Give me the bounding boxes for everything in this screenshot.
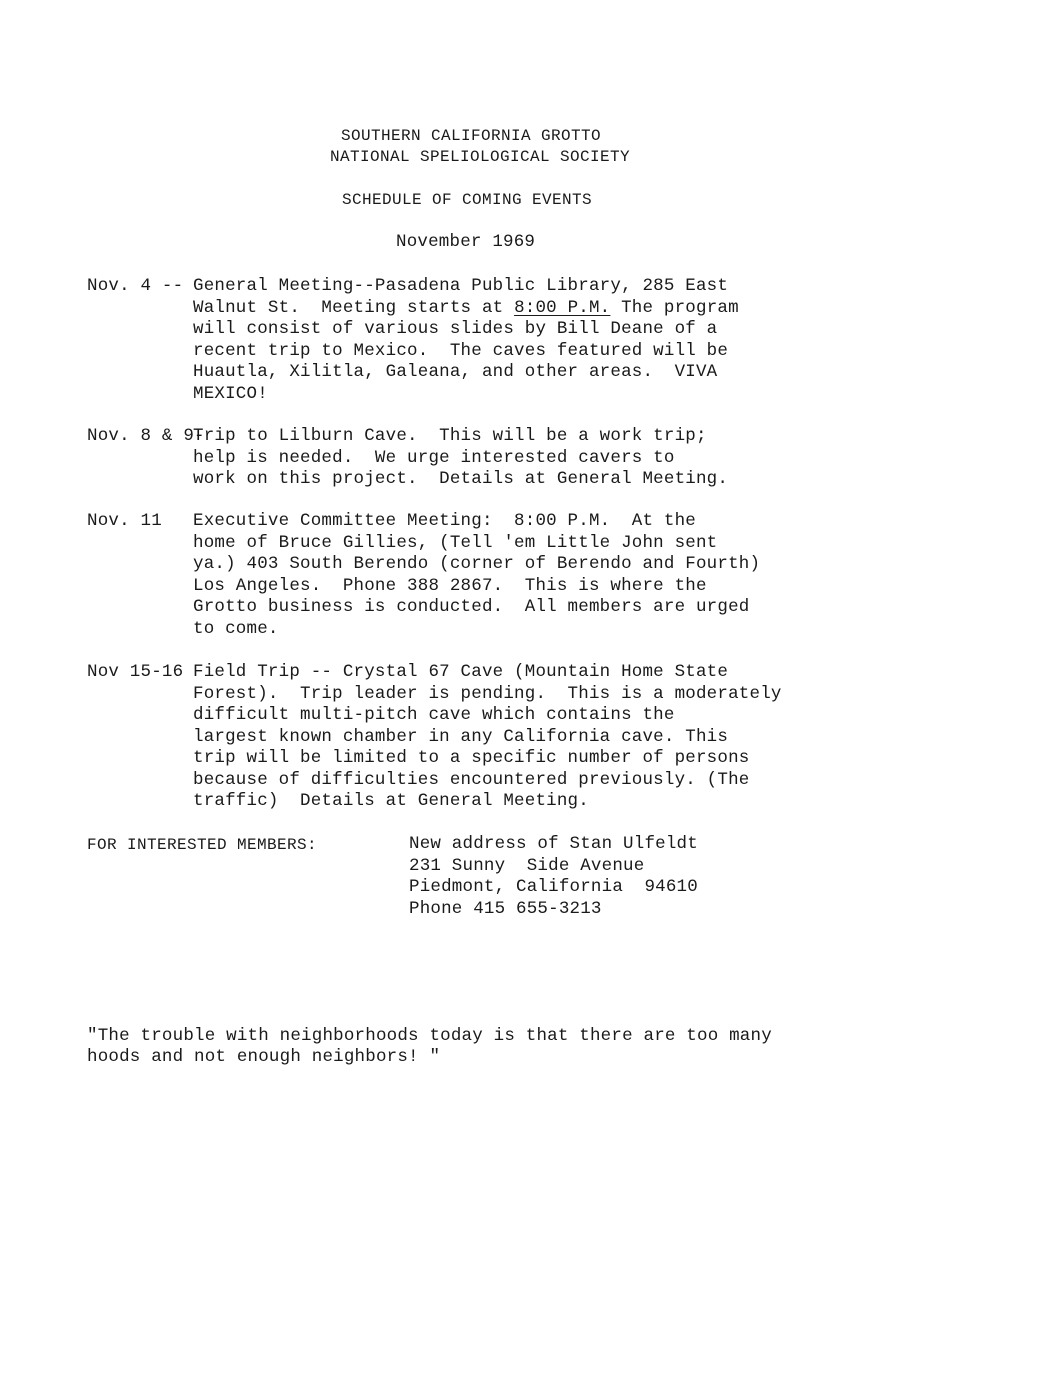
event-line bbox=[193, 298, 739, 320]
event-line-text: The program bbox=[610, 297, 739, 318]
event-line: MEXICO! bbox=[193, 383, 268, 404]
event-line: Huautla, Xilitla, Galeana, and other areas. VIVA bbox=[193, 362, 718, 382]
event-line: will consist of various slides by Bill Deane of a bbox=[193, 319, 718, 339]
schedule-title: SCHEDULE OF COMING EVENTS bbox=[342, 191, 593, 209]
event-line: Grotto business is conducted. All members are urged bbox=[193, 597, 750, 617]
event-description bbox=[193, 662, 782, 813]
event-description bbox=[193, 511, 760, 640]
event-date: Nov 15-16 bbox=[87, 662, 184, 682]
event-line: traffic) Details at General Meeting. bbox=[193, 791, 589, 811]
address-line: New address of Stan Ulfeldt bbox=[409, 834, 698, 854]
quote-line2: hoods and not enough neighbors! " bbox=[87, 1047, 441, 1067]
event-line: because of difficulties encountered previously. (The bbox=[193, 769, 750, 790]
event-line: Executive Committee Meeting: 8:00 P.M. At the bbox=[193, 511, 696, 531]
event-description bbox=[193, 426, 728, 491]
event-line: ya.) 403 South Berendo (corner of Berendo and Fourth) bbox=[193, 554, 761, 574]
event-line: General Meeting--Pasadena Public Library, 285 East bbox=[193, 276, 729, 296]
event-line: help is needed. We urge interested cavers to bbox=[193, 447, 675, 468]
address-line: Phone 415 655-3213 bbox=[409, 898, 602, 919]
event-line: work on this project. Details at General Meeting. bbox=[193, 469, 729, 489]
event-line: trip will be limited to a specific number of persons bbox=[193, 748, 750, 768]
event-line-text: Walnut St. Meeting starts at bbox=[193, 297, 515, 318]
event-line: largest known chamber in any California cave. This bbox=[193, 726, 729, 747]
event-date: Nov. 4 -- bbox=[87, 276, 184, 296]
member-address bbox=[409, 834, 698, 920]
org-name-line1: SOUTHERN CALIFORNIA GROTTO bbox=[341, 127, 602, 145]
month-heading: November 1969 bbox=[396, 232, 536, 252]
quote-line1: "The trouble with neighborhoods today is that there are too many bbox=[87, 1026, 772, 1046]
event-line: to come. bbox=[193, 618, 279, 639]
event-line: recent trip to Mexico. The caves featured will be bbox=[193, 340, 729, 361]
address-line: Piedmont, California 94610 bbox=[409, 877, 698, 897]
event-line: Field Trip -- Crystal 67 Cave (Mountain Home State bbox=[193, 662, 729, 682]
event-line: home of Bruce Gillies, (Tell 'em Little John sent bbox=[193, 532, 718, 553]
members-label: FOR INTERESTED MEMBERS: bbox=[87, 836, 318, 854]
event-description bbox=[193, 276, 739, 405]
event-line: Los Angeles. Phone 388 2867. This is where the bbox=[193, 575, 707, 596]
meeting-time: 8:00 P.M. bbox=[514, 297, 611, 318]
event-line: Trip to Lilburn Cave. This will be a work trip; bbox=[193, 426, 707, 446]
event-line: difficult multi-pitch cave which contains the bbox=[193, 705, 675, 725]
address-line: 231 Sunny Side Avenue bbox=[409, 855, 645, 876]
org-name-line2: NATIONAL SPELIOLOGICAL SOCIETY bbox=[330, 148, 631, 166]
event-date: Nov. 11 bbox=[87, 511, 162, 531]
event-line: Forest). Trip leader is pending. This is a moderately bbox=[193, 683, 782, 704]
event-date: Nov. 8 & 9- bbox=[87, 426, 205, 446]
